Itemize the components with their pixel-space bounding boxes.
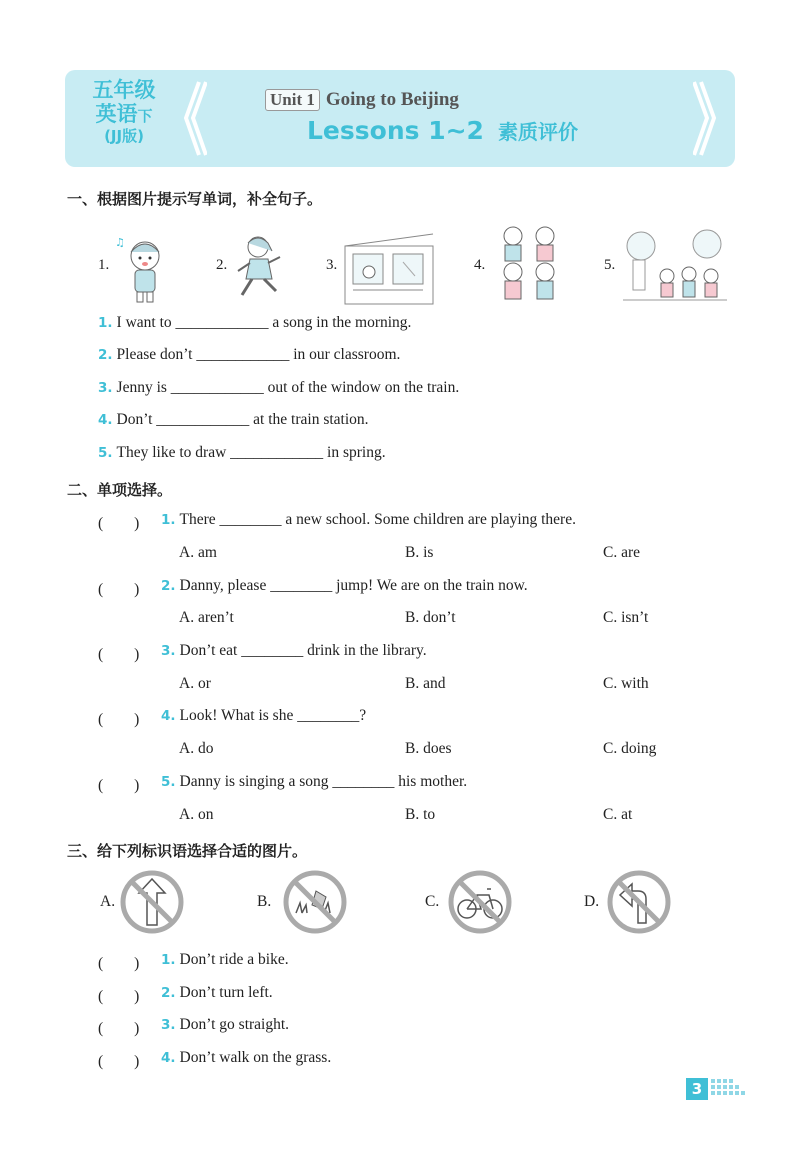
item-number: 5. <box>161 774 176 790</box>
item-number: 4. <box>161 1050 176 1066</box>
item-number: 2. <box>161 985 176 1001</box>
grade-block <box>78 78 170 146</box>
item-text: They like to draw ____________ in spring. <box>116 444 386 461</box>
page-dots-decoration <box>711 1078 747 1100</box>
right-chevron-icon <box>693 80 717 157</box>
sign-item-3 <box>161 1016 289 1034</box>
picture-label-3: 3. <box>326 257 338 273</box>
mc-question-5 <box>161 773 467 791</box>
lesson-subtitle: 素质评价 <box>497 120 578 144</box>
train-window-icon <box>343 232 435 306</box>
no-bicycle-sign-icon <box>447 869 513 935</box>
option-b: B. to <box>405 806 436 823</box>
item-text: Don’t turn left. <box>179 984 273 1001</box>
sign-label-d: D. <box>584 893 600 910</box>
unit-heading <box>265 89 459 111</box>
answer-blank: ( ) <box>98 515 140 532</box>
mc-question-4 <box>161 707 366 725</box>
item-text: Please don’t ____________ in our classroom. <box>116 346 401 363</box>
picture-label-1: 1. <box>98 257 110 273</box>
option-a: A. aren’t <box>179 609 234 626</box>
answer-blank: ( ) <box>98 1020 140 1037</box>
item-number: 1. <box>98 315 113 331</box>
item-text: Don’t walk on the grass. <box>179 1049 332 1066</box>
question-text: There ________ a new school. Some children are playing there. <box>179 511 576 528</box>
option-c: C. doing <box>603 740 657 757</box>
item-number: 1. <box>161 952 176 968</box>
no-straight-sign-icon <box>119 869 185 935</box>
svg-text:♫: ♫ <box>115 236 125 249</box>
sign-label-b: B. <box>257 893 272 910</box>
fill-item-4 <box>98 411 369 429</box>
mc-question-3 <box>161 642 427 660</box>
option-c: C. at <box>603 806 633 823</box>
sign-item-1 <box>161 951 289 969</box>
lesson-number: Lessons 1~2 <box>307 116 484 145</box>
item-text: I want to ____________ a song in the morning. <box>116 314 412 331</box>
answer-blank: ( ) <box>98 581 140 598</box>
item-number: 4. <box>161 708 176 724</box>
item-text: Jenny is ____________ out of the window on the train. <box>116 379 460 396</box>
page-number: 3 <box>686 1078 708 1100</box>
picture-label-4: 4. <box>474 257 486 273</box>
girl-running-icon <box>234 233 286 305</box>
fill-item-2 <box>98 346 400 364</box>
item-text: Don’t ____________ at the train station. <box>116 411 369 428</box>
lesson-title <box>307 116 578 145</box>
option-b: B. and <box>405 675 446 692</box>
item-number: 1. <box>161 512 176 528</box>
no-walking-grass-sign-icon <box>282 869 348 935</box>
no-left-turn-sign-icon <box>606 869 672 935</box>
question-text: Look! What is she ________? <box>179 707 367 724</box>
option-a: A. or <box>179 675 211 692</box>
option-c: C. isn’t <box>603 609 649 626</box>
item-number: 3. <box>161 643 176 659</box>
spring-scene-icon <box>623 228 727 304</box>
answer-blank: ( ) <box>98 988 140 1005</box>
subject-text: 英语 <box>95 102 138 127</box>
option-a: A. on <box>179 806 214 823</box>
sign-label-a: A. <box>100 893 116 910</box>
item-number: 2. <box>161 578 176 594</box>
picture-label-2: 2. <box>216 257 228 273</box>
picture-label-5: 5. <box>604 257 616 273</box>
mc-question-2 <box>161 577 528 595</box>
section-2-title: 二、单项选择。 <box>67 481 173 499</box>
item-number: 2. <box>98 347 113 363</box>
item-number: 5. <box>98 445 113 461</box>
fill-item-1 <box>98 314 411 332</box>
section-3-title: 三、给下列标识语选择合适的图片。 <box>67 842 308 860</box>
option-b: B. is <box>405 544 434 561</box>
section-1-title: 一、根据图片提示写单词，补全句子。 <box>67 190 323 208</box>
unit-badge: Unit 1 <box>265 89 320 111</box>
fill-item-5 <box>98 444 386 462</box>
children-playing-icon <box>497 222 561 306</box>
answer-blank: ( ) <box>98 777 140 794</box>
sign-item-4 <box>161 1049 331 1067</box>
grade-label: 五年级 <box>92 78 156 102</box>
answer-blank: ( ) <box>98 955 140 972</box>
edition-label: (JJ版) <box>104 127 144 146</box>
sign-label-c: C. <box>425 893 440 910</box>
answer-blank: ( ) <box>98 646 140 663</box>
option-b: B. does <box>405 740 452 757</box>
fill-item-3 <box>98 379 459 397</box>
question-text: Danny, please ________ jump! We are on the train now. <box>179 577 528 594</box>
option-a: A. am <box>179 544 217 561</box>
item-number: 3. <box>161 1017 176 1033</box>
option-c: C. with <box>603 675 649 692</box>
item-text: Don’t go straight. <box>179 1016 290 1033</box>
left-chevron-icon <box>183 80 207 157</box>
subject-label <box>78 102 170 126</box>
mc-question-1 <box>161 511 576 529</box>
answer-blank: ( ) <box>98 711 140 728</box>
question-text: Don’t eat ________ drink in the library. <box>179 642 427 659</box>
option-a: A. do <box>179 740 214 757</box>
question-text: Danny is singing a song ________ his mother. <box>179 773 468 790</box>
item-number: 4. <box>98 412 113 428</box>
answer-blank: ( ) <box>98 1053 140 1070</box>
unit-title: Going to Beijing <box>325 89 459 110</box>
item-number: 3. <box>98 380 113 396</box>
term-label: 下 <box>137 107 153 126</box>
item-text: Don’t ride a bike. <box>179 951 289 968</box>
option-b: B. don’t <box>405 609 456 626</box>
boy-singing-icon <box>113 232 169 304</box>
option-c: C. are <box>603 544 641 561</box>
sign-item-2 <box>161 984 273 1002</box>
